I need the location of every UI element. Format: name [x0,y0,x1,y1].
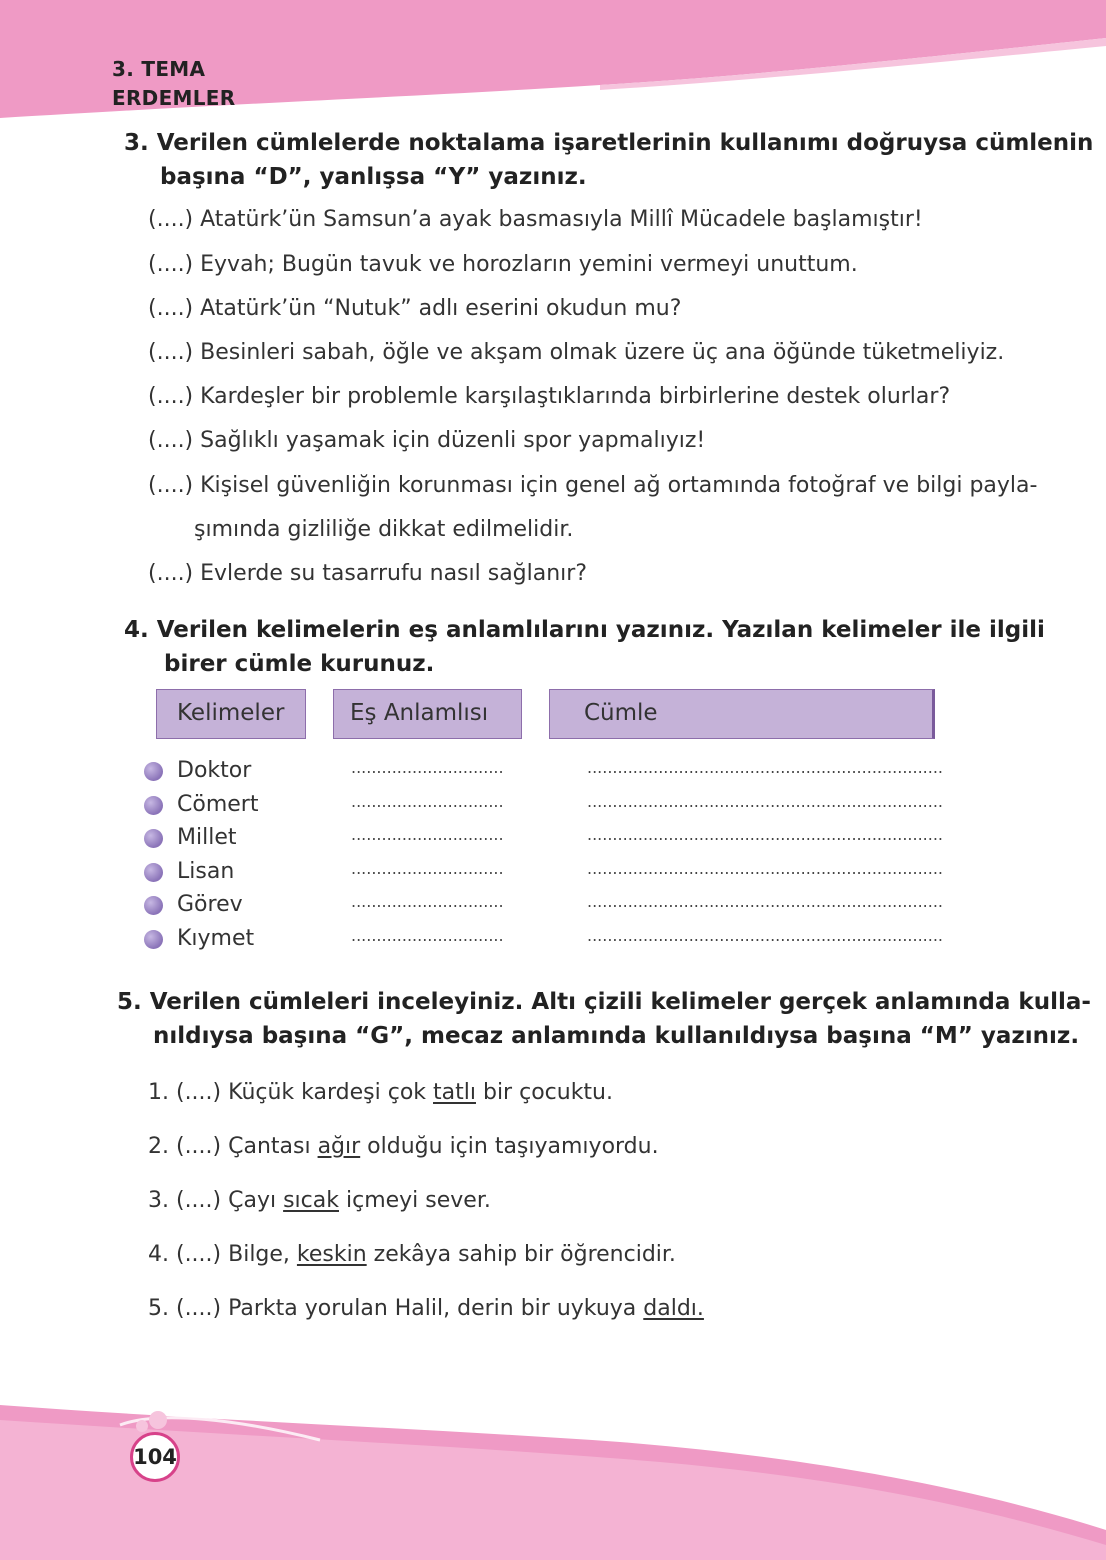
underlined-word: keskin [296,1242,367,1267]
q3-title-line2: başına “D”, yanlışsa “Y” yazınız. [160,164,587,190]
bullet-dot-icon [144,863,163,882]
q5-item-text: 4. (....) Bilge, [148,1242,297,1267]
q3-item-2: (....) Eyvah; Bugün tavuk ve horozların yemini vermeyi unuttum. [148,252,858,277]
sentence-blank[interactable]: ...................................................................... [587,792,944,811]
q5-item-text: içmeyi sever. [339,1188,491,1213]
word-label: Lisan [177,859,235,884]
page-number-badge: 104 [130,1432,180,1482]
q3-title-line1: 3. Verilen cümlelerde noktalama işaretlerinin kullanımı doğruysa cümlenin [124,130,1094,156]
header-box-synonym: Eş Anlamlısı [333,689,522,739]
q3-item-1: (....) Atatürk’ün Samsun’a ayak basmasıyla Millî Mücadele başlamıştır! [148,207,923,232]
underlined-word: daldı. [643,1296,704,1321]
q5-title [117,985,1091,1053]
q4-title-line1: 4. Verilen kelimelerin eş anlamlılarını yazınız. Yazılan kelimeler ile ilgili [124,617,1045,643]
word-row [144,758,944,792]
q3-item-8: (....) Evlerde su tasarrufu nasıl sağlanır? [148,561,588,586]
sentence-blank[interactable]: ...................................................................... [587,859,944,878]
word-label: Görev [177,892,243,917]
q5-title-line1: 5. Verilen cümleleri inceleyiniz. Altı çizili kelimeler gerçek anlamında kulla- [117,989,1091,1015]
synonym-blank[interactable]: .............................. [351,892,504,911]
underlined-word: ağır [317,1134,361,1159]
underlined-word: sıcak [283,1188,339,1213]
sentence-blank[interactable]: ...................................................................... [587,892,944,911]
q4-title [124,613,1045,681]
sentence-blank[interactable]: ...................................................................... [587,825,944,844]
word-row [144,859,944,893]
header-box-words: Kelimeler [156,689,306,739]
bullet-dot-icon [144,796,163,815]
q5-item-3 [148,1188,491,1213]
word-row [144,892,944,926]
q3-title [124,126,1093,194]
sentence-blank[interactable]: ...................................................................... [587,758,944,777]
theme-number: 3. TEMA [112,57,206,81]
q5-item-5 [148,1296,704,1321]
word-row [144,792,944,826]
word-label: Kıymet [177,926,255,951]
q5-item-4 [148,1242,676,1267]
synonym-blank[interactable]: .............................. [351,758,504,777]
q5-item-text: 2. (....) Çantası [148,1134,318,1159]
q5-item-text: 5. (....) Parkta yorulan Halil, derin bir uykuya [148,1296,644,1321]
synonym-blank[interactable]: .............................. [351,859,504,878]
q5-item-text: 1. (....) Küçük kardeşi çok [148,1080,434,1105]
word-label: Doktor [177,758,252,783]
q5-item-text: bir çocuktu. [475,1080,613,1105]
q3-item-7-continued: şımında gizliliğe dikkat edilmelidir. [194,517,574,542]
q3-item-7: (....) Kişisel güvenliğin korunması için genel ağ ortamında fotoğraf ve bilgi payla- [148,473,1038,498]
synonym-blank[interactable]: .............................. [351,792,504,811]
theme-name: ERDEMLER [112,86,236,110]
word-row [144,926,944,960]
word-label: Millet [177,825,237,850]
q5-title-line2: nıldıysa başına “G”, mecaz anlamında kullanıldıysa başına “M” yazınız. [153,1023,1080,1049]
sentence-blank[interactable]: ...................................................................... [587,926,944,945]
q5-item-text: zekâya sahip bir öğrencidir. [366,1242,676,1267]
word-row [144,825,944,859]
q3-item-4: (....) Besinleri sabah, öğle ve akşam olmak üzere üç ana öğünde tüketmeliyiz. [148,340,1005,365]
bullet-dot-icon [144,896,163,915]
q3-item-5: (....) Kardeşler bir problemle karşılaştıklarında birbirlerine destek olurlar? [148,384,951,409]
q3-item-3: (....) Atatürk’ün “Nutuk” adlı eserini okudun mu? [148,296,682,321]
synonym-blank[interactable]: .............................. [351,825,504,844]
q5-item-2 [148,1134,659,1159]
q4-title-line2: birer cümle kurunuz. [164,651,435,677]
underlined-word: tatlı [433,1080,476,1105]
word-label: Cömert [177,792,259,817]
bullet-dot-icon [144,762,163,781]
bullet-dot-icon [144,930,163,949]
q5-item-1 [148,1080,613,1105]
synonym-blank[interactable]: .............................. [351,926,504,945]
q5-item-text: olduğu için taşıyamıyordu. [360,1134,659,1159]
header-box-sentence: Cümle [549,689,935,739]
q3-item-6: (....) Sağlıklı yaşamak için düzenli spor yapmalıyız! [148,428,706,453]
bullet-dot-icon [144,829,163,848]
q5-item-text: 3. (....) Çayı [148,1188,284,1213]
